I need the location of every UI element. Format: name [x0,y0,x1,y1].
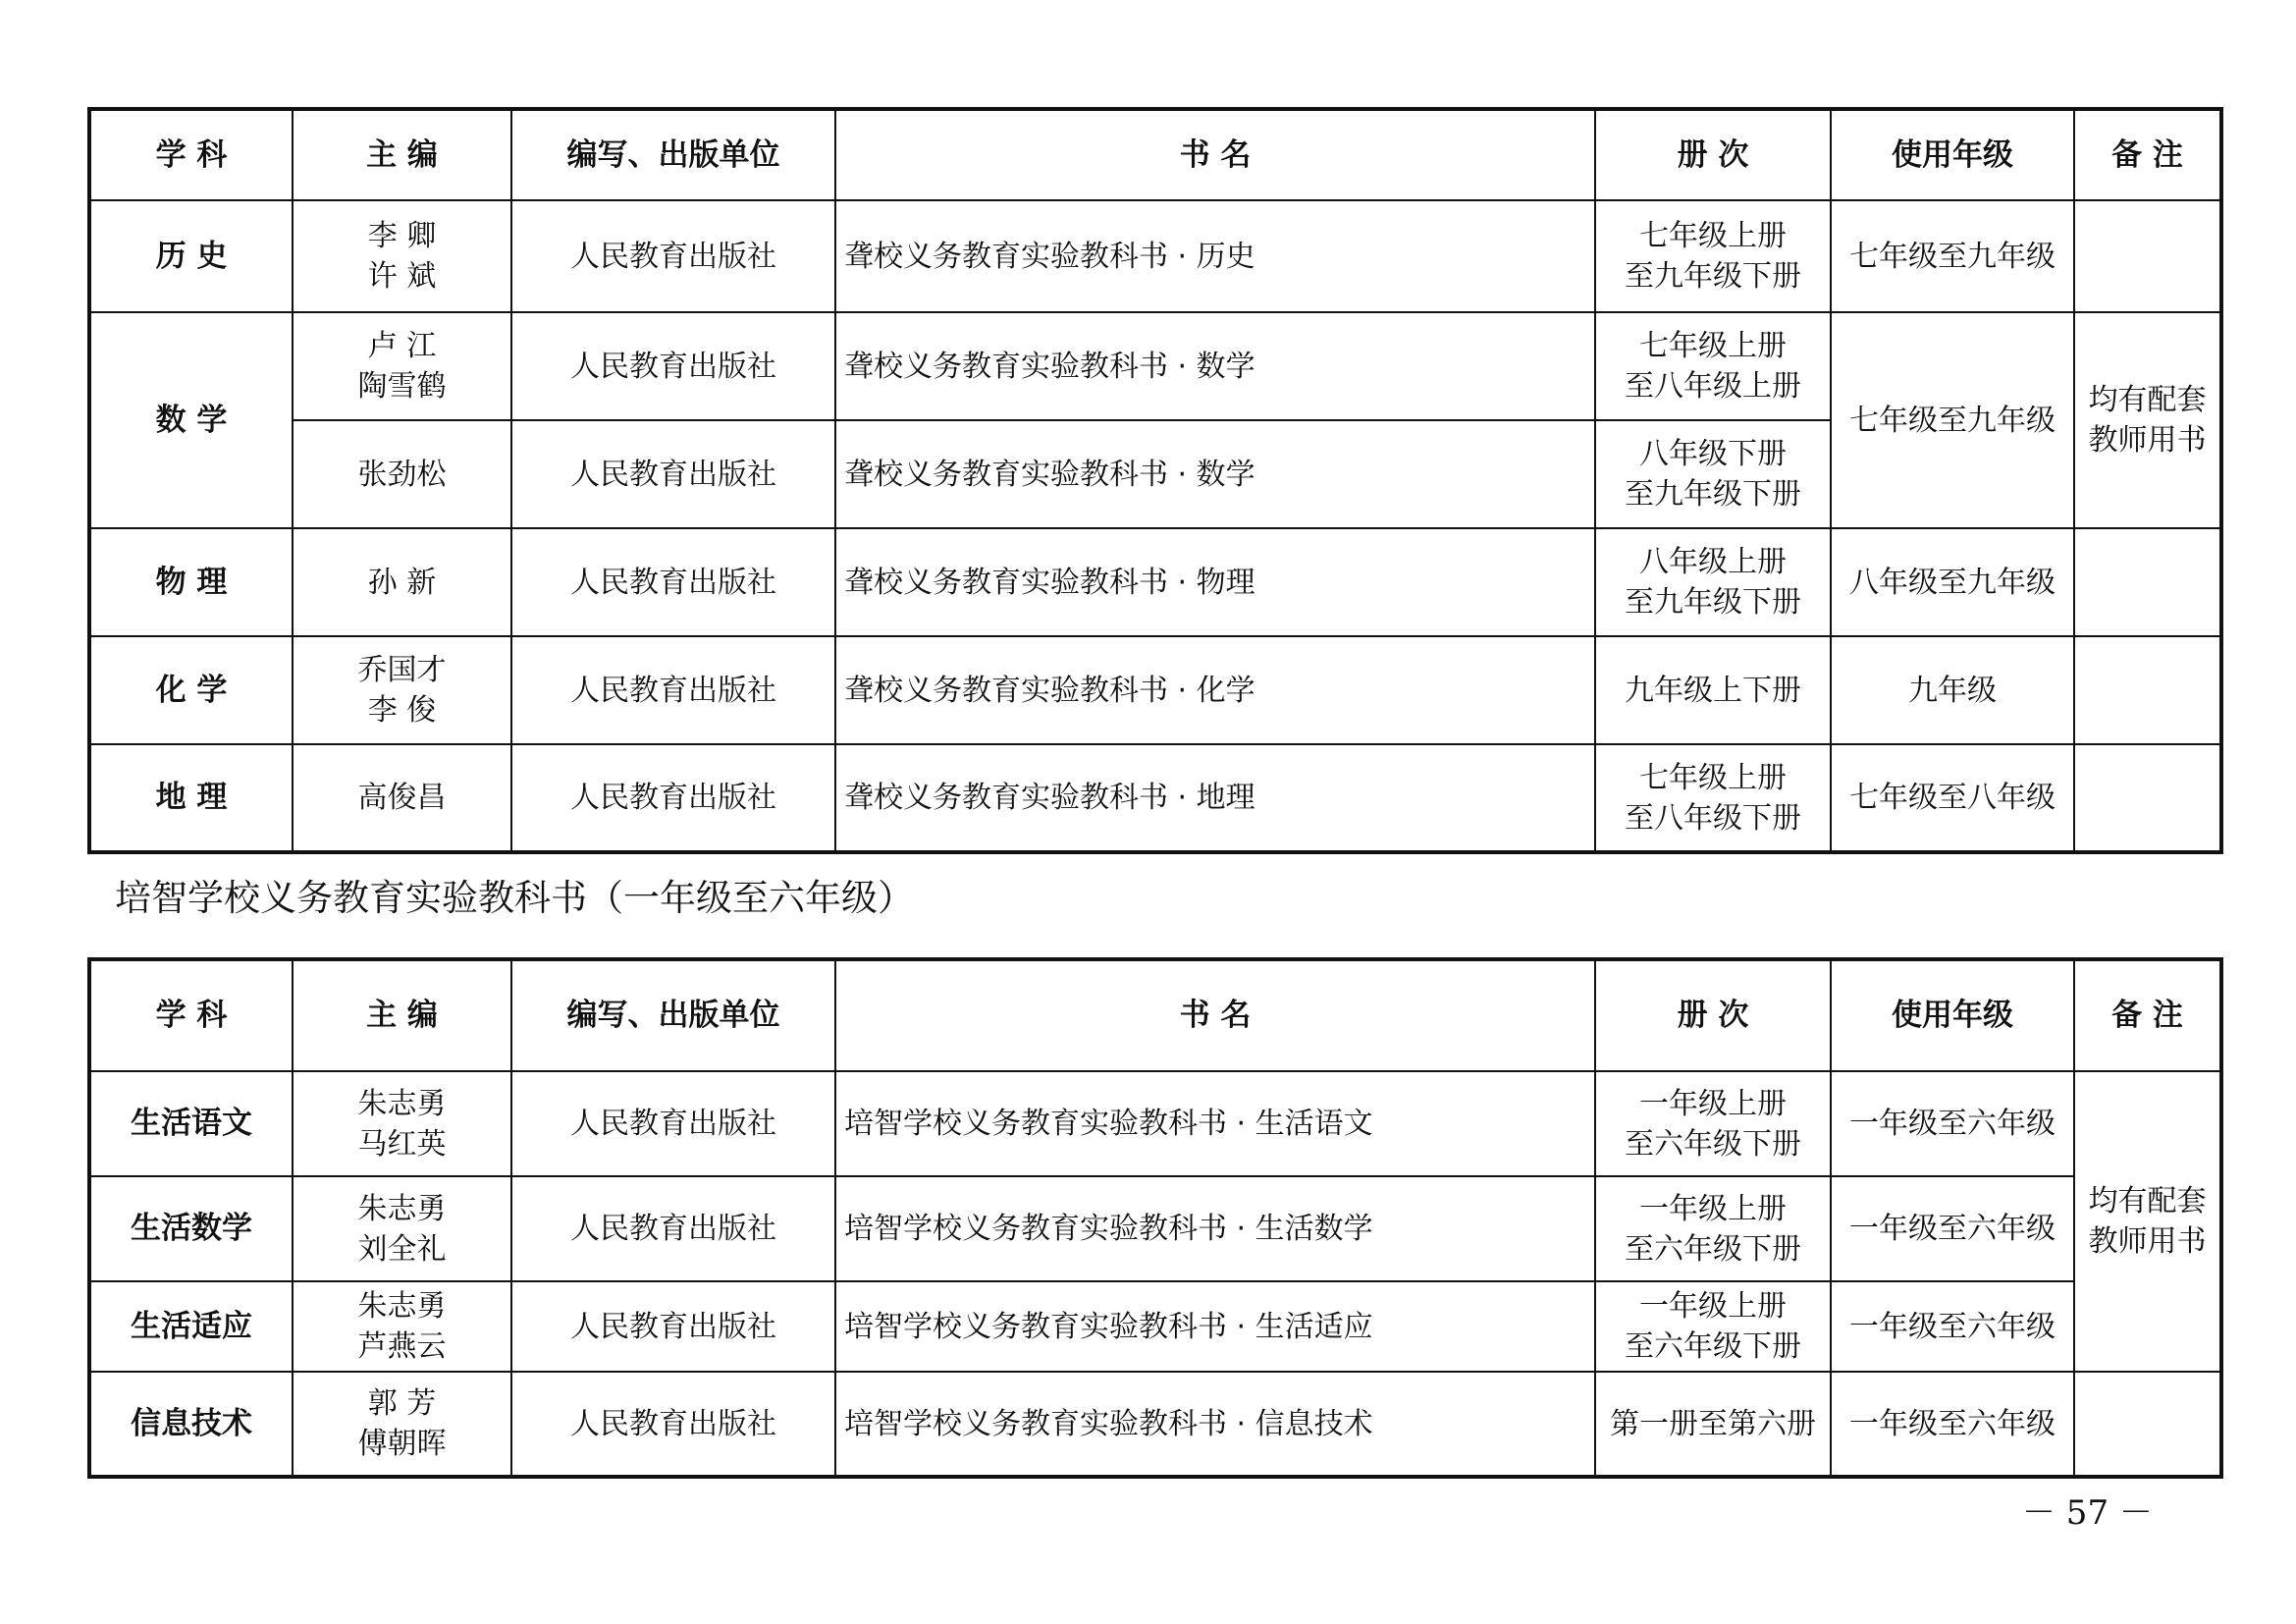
editor-cell: 卢 江 陶雪鹤 [293,312,511,420]
subject-cell: 历 史 [89,200,293,312]
table-row [89,200,2221,312]
table-row [89,1071,2221,1176]
table-row [89,312,2221,420]
table-row [89,636,2221,744]
header-remarks: 备 注 [2074,959,2221,1071]
volumes-cell: 七年级上册 至八年级上册 [1595,312,1831,420]
subject-cell: 地 理 [89,744,293,852]
table-row [89,744,2221,852]
textbook-table-special-school [87,957,2223,1479]
grades-cell: 八年级至九年级 [1831,528,2074,636]
publisher-cell: 人民教育出版社 [511,1071,835,1176]
grades-cell: 一年级至六年级 [1831,1372,2074,1477]
header-editor: 主 编 [293,109,511,200]
header-editor: 主 编 [293,959,511,1071]
editor-cell: 孙 新 [293,528,511,636]
textbook-table-deaf-school [87,107,2223,854]
header-subject: 学 科 [89,959,293,1071]
grades-cell: 九年级 [1831,636,2074,744]
header-remarks: 备 注 [2074,109,2221,200]
book-title-cell: 聋校义务教育实验教科书 · 物理 [835,528,1595,636]
table-row [89,1281,2221,1372]
header-title: 书 名 [835,109,1595,200]
grades-cell: 七年级至九年级 [1831,200,2074,312]
editor-cell: 郭 芳 傅朝晖 [293,1372,511,1477]
publisher-cell: 人民教育出版社 [511,420,835,528]
book-title-cell: 聋校义务教育实验教科书 · 历史 [835,200,1595,312]
publisher-cell: 人民教育出版社 [511,312,835,420]
subject-cell: 生活数学 [89,1176,293,1281]
table-row [89,528,2221,636]
grades-cell: 七年级至九年级 [1831,312,2074,528]
header-volumes: 册 次 [1595,959,1831,1071]
editor-cell: 高俊昌 [293,744,511,852]
grades-cell: 一年级至六年级 [1831,1281,2074,1372]
header-publisher: 编写、出版单位 [511,109,835,200]
book-title-cell: 聋校义务教育实验教科书 · 数学 [835,312,1595,420]
volumes-cell: 八年级上册 至九年级下册 [1595,528,1831,636]
publisher-cell: 人民教育出版社 [511,528,835,636]
editor-cell: 朱志勇 马红英 [293,1071,511,1176]
volumes-cell: 八年级下册 至九年级下册 [1595,420,1831,528]
remarks-cell: 均有配套 教师用书 [2074,1071,2221,1372]
remarks-cell: 均有配套 教师用书 [2074,312,2221,528]
publisher-cell: 人民教育出版社 [511,1281,835,1372]
remarks-cell [2074,528,2221,636]
volumes-cell: 七年级上册 至九年级下册 [1595,200,1831,312]
volumes-cell: 一年级上册 至六年级下册 [1595,1281,1831,1372]
subject-cell: 数 学 [89,312,293,528]
subject-cell: 物 理 [89,528,293,636]
grades-cell: 一年级至六年级 [1831,1071,2074,1176]
volumes-cell: 第一册至第六册 [1595,1372,1831,1477]
volumes-cell: 七年级上册 至八年级下册 [1595,744,1831,852]
header-volumes: 册 次 [1595,109,1831,200]
remarks-cell [2074,636,2221,744]
volumes-cell: 一年级上册 至六年级下册 [1595,1071,1831,1176]
header-row [89,109,2221,200]
section-title: 培智学校义务教育实验教科书（一年级至六年级） [115,877,914,919]
remarks-cell [2074,200,2221,312]
grades-cell: 一年级至六年级 [1831,1176,2074,1281]
header-grades: 使用年级 [1831,959,2074,1071]
editor-cell: 张劲松 [293,420,511,528]
editor-cell: 李 卿 许 斌 [293,200,511,312]
table-row [89,1372,2221,1477]
grades-cell: 七年级至八年级 [1831,744,2074,852]
book-title-cell: 聋校义务教育实验教科书 · 地理 [835,744,1595,852]
book-title-cell: 聋校义务教育实验教科书 · 数学 [835,420,1595,528]
volumes-cell: 九年级上下册 [1595,636,1831,744]
publisher-cell: 人民教育出版社 [511,1176,835,1281]
book-title-cell: 培智学校义务教育实验教科书 · 生活适应 [835,1281,1595,1372]
remarks-cell [2074,744,2221,852]
publisher-cell: 人民教育出版社 [511,744,835,852]
subject-cell: 生活适应 [89,1281,293,1372]
book-title-cell: 培智学校义务教育实验教科书 · 信息技术 [835,1372,1595,1477]
table-row [89,1176,2221,1281]
header-row [89,959,2221,1071]
editor-cell: 朱志勇 芦燕云 [293,1281,511,1372]
publisher-cell: 人民教育出版社 [511,1372,835,1477]
editor-cell: 朱志勇 刘全礼 [293,1176,511,1281]
subject-cell: 生活语文 [89,1071,293,1176]
publisher-cell: 人民教育出版社 [511,200,835,312]
remarks-cell [2074,1372,2221,1477]
book-title-cell: 培智学校义务教育实验教科书 · 生活语文 [835,1071,1595,1176]
subject-cell: 化 学 [89,636,293,744]
header-grades: 使用年级 [1831,109,2074,200]
header-publisher: 编写、出版单位 [511,959,835,1071]
subject-cell: 信息技术 [89,1372,293,1477]
book-title-cell: 聋校义务教育实验教科书 · 化学 [835,636,1595,744]
page-number: － 57 － [2022,1493,2153,1533]
publisher-cell: 人民教育出版社 [511,636,835,744]
book-title-cell: 培智学校义务教育实验教科书 · 生活数学 [835,1176,1595,1281]
header-subject: 学 科 [89,109,293,200]
editor-cell: 乔国才 李 俊 [293,636,511,744]
header-title: 书 名 [835,959,1595,1071]
volumes-cell: 一年级上册 至六年级下册 [1595,1176,1831,1281]
